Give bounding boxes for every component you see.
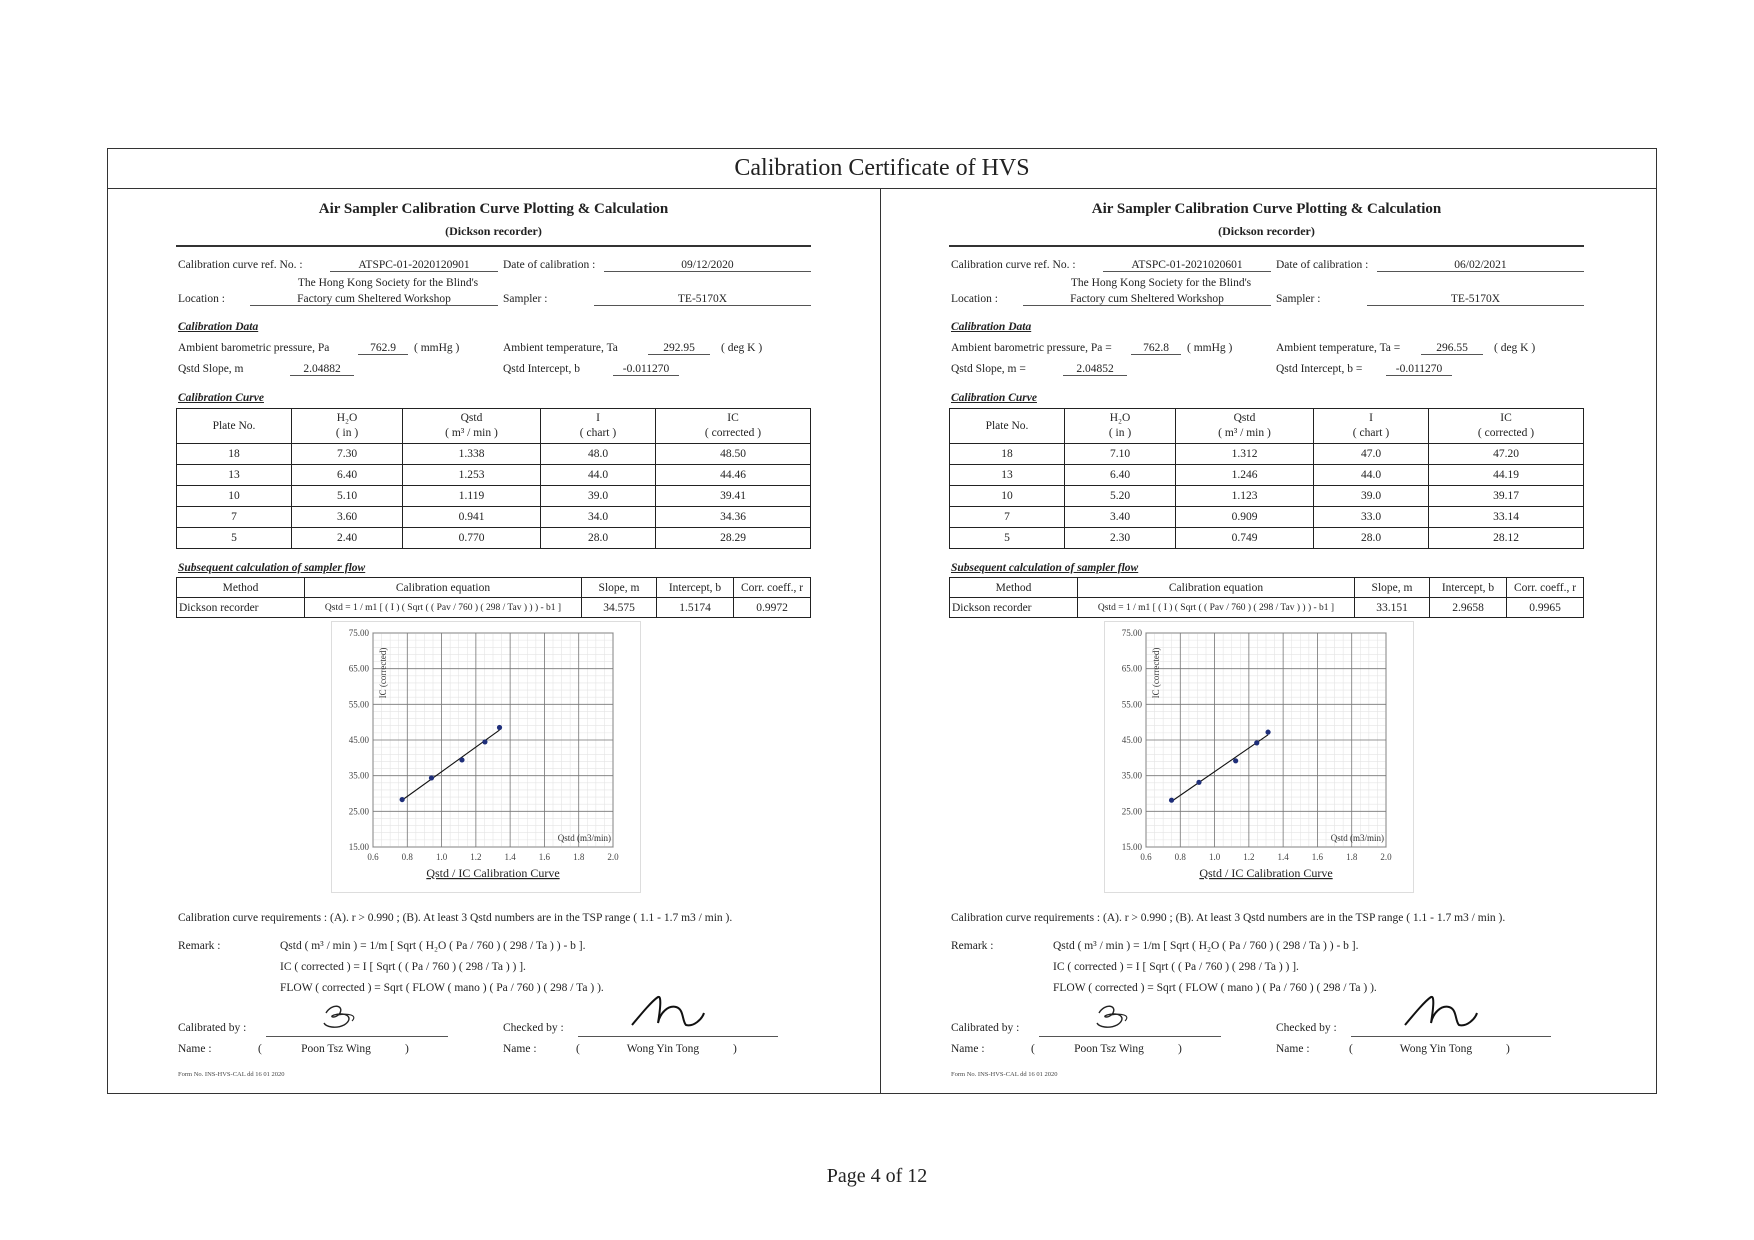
chart-caption: Qstd / IC Calibration Curve <box>1199 866 1333 880</box>
pa-value: 762.8 <box>1131 342 1181 355</box>
x-tick-label: 1.0 <box>435 852 448 862</box>
i-cell: 34.0 <box>541 507 656 528</box>
qstd-cell: 0.941 <box>403 507 541 528</box>
y-tick-label: 75.00 <box>348 628 369 638</box>
ref-label: Calibration curve ref. No. : <box>178 259 303 271</box>
col-i-unit: ( chart ) <box>579 427 617 439</box>
qstd-cell: 0.909 <box>1176 507 1314 528</box>
pa-value: 762.9 <box>358 342 408 355</box>
requirements-text: Calibration curve requirements : (A). r > 0.990 ; (B). At least 3 Qstd numbers are in the TSP range ( 1.1 - 1.7 m3 / min ). <box>178 912 733 924</box>
table-header-row <box>177 578 811 598</box>
qstd-cell: 1.123 <box>1176 486 1314 507</box>
data-point <box>429 775 434 780</box>
ta-unit: ( deg K ) <box>721 342 763 354</box>
y-tick-label: 15.00 <box>348 842 369 852</box>
x-tick-label: 1.2 <box>470 852 482 862</box>
ic-cell: 28.12 <box>1429 528 1584 549</box>
calibration-curve-heading: Calibration Curve <box>951 392 1037 404</box>
y-tick-label: 75.00 <box>1121 628 1142 638</box>
calibrated-by-line <box>1039 1036 1221 1037</box>
table-row <box>950 598 1584 618</box>
paren-close: ) <box>733 1043 737 1055</box>
y-tick-label: 45.00 <box>348 735 369 745</box>
plate-no-cell: 10 <box>177 486 292 507</box>
y-tick-label: 35.00 <box>348 770 369 781</box>
ref-value: ATSPC-01-2021020601 <box>1103 259 1271 272</box>
col-method: Method <box>950 578 1078 598</box>
y-tick-label: 25.00 <box>1121 806 1142 817</box>
qstd-cell: 0.770 <box>403 528 541 549</box>
ref-label: Calibration curve ref. No. : <box>951 259 1076 271</box>
h2o-cell: 5.20 <box>1065 486 1176 507</box>
i-cell: 39.0 <box>541 486 656 507</box>
table-row <box>177 598 811 618</box>
date-value: 06/02/2021 <box>1377 259 1584 272</box>
col-ic <box>1429 409 1584 444</box>
sampler-value: TE-5170X <box>594 293 811 306</box>
requirements-text: Calibration curve requirements : (A). r > 0.990 ; (B). At least 3 Qstd numbers are in the TSP range ( 1.1 - 1.7 m3 / min ). <box>951 912 1506 924</box>
x-axis-title: Qstd (m3/min) <box>1330 833 1384 843</box>
x-tick-label: 1.6 <box>538 852 551 862</box>
calibrator-signature <box>318 1001 368 1031</box>
calibration-curve-table <box>949 408 1584 549</box>
y-tick-label: 35.00 <box>1121 770 1142 781</box>
table-row <box>950 486 1584 507</box>
col-ic-label: IC <box>727 412 739 424</box>
col-ic-unit: ( corrected ) <box>1477 427 1535 439</box>
col-i <box>1314 409 1429 444</box>
calibrated-name-label: Name : <box>178 1043 212 1055</box>
slope-value: 2.04882 <box>290 363 354 376</box>
calibrator-signature <box>1091 1001 1141 1031</box>
plate-no-cell: 7 <box>950 507 1065 528</box>
data-point <box>1196 780 1201 785</box>
slope-cell: 34.575 <box>582 598 657 618</box>
calibrated-by-label: Calibrated by : <box>951 1022 1020 1034</box>
checked-by-line <box>578 1036 778 1037</box>
h2o-cell: 2.30 <box>1065 528 1176 549</box>
ic-cell: 33.14 <box>1429 507 1584 528</box>
paren-open: ( <box>258 1043 262 1055</box>
header-rule <box>949 245 1584 247</box>
ic-cell: 39.17 <box>1429 486 1584 507</box>
x-tick-label: 0.8 <box>401 852 413 862</box>
i-cell: 47.0 <box>1314 444 1429 465</box>
equation-cell: Qstd = 1 / m1 [ ( I ) ( Sqrt ( ( Pav / 760 ) ( 298 / Tav ) ) ) - b1 ] <box>1078 598 1355 618</box>
col-i-label: I <box>596 412 600 424</box>
certificate-frame <box>107 148 1657 1094</box>
pa-unit: ( mmHg ) <box>414 342 460 354</box>
ref-value: ATSPC-01-2020120901 <box>330 259 498 272</box>
sampler-flow-table <box>176 577 811 618</box>
location-label: Location : <box>951 293 998 305</box>
method-cell: Dickson recorder <box>950 598 1078 618</box>
calibrated-name: Poon Tsz Wing <box>301 1043 371 1055</box>
equation-cell: Qstd = 1 / m1 [ ( I ) ( Sqrt ( ( Pav / 760 ) ( 298 / Tav ) ) ) - b1 ] <box>305 598 582 618</box>
data-point <box>459 757 464 762</box>
table-row <box>177 465 811 486</box>
col-qstd-unit: ( m³ / min ) <box>1218 427 1271 439</box>
x-tick-label: 0.8 <box>1174 852 1186 862</box>
paren-close: ) <box>1178 1043 1182 1055</box>
checked-by-label: Checked by : <box>503 1022 564 1034</box>
x-tick-label: 2.0 <box>607 852 619 862</box>
method-cell: Dickson recorder <box>177 598 305 618</box>
i-cell: 39.0 <box>1314 486 1429 507</box>
intercept-cell: 1.5174 <box>657 598 734 618</box>
ta-value: 296.55 <box>1421 342 1483 355</box>
date-label: Date of calibration : <box>503 259 596 271</box>
qstd-cell: 1.338 <box>403 444 541 465</box>
y-tick-label: 55.00 <box>348 699 369 710</box>
calibrated-name: Poon Tsz Wing <box>1074 1043 1144 1055</box>
calibration-chart <box>1104 621 1414 893</box>
remark-line-1: Qstd ( m³ / min ) = 1/m [ Sqrt ( H₂O ( Pa / 760 ) ( 298 / Ta ) ) - b ]. <box>280 940 586 952</box>
i-cell: 33.0 <box>1314 507 1429 528</box>
paren-close: ) <box>405 1043 409 1055</box>
remark-line-2: IC ( corrected ) = I [ Sqrt ( ( Pa / 760 ) ( 298 / Ta ) ) ]. <box>1053 961 1299 973</box>
table-header-row <box>177 409 811 444</box>
x-tick-label: 0.6 <box>1140 852 1152 862</box>
calibration-data-heading: Calibration Data <box>951 321 1032 333</box>
checked-name: Wong Yin Tong <box>626 1043 700 1055</box>
col-i-unit: ( chart ) <box>1352 427 1390 439</box>
sampler-label: Sampler : <box>1276 293 1321 305</box>
plate-no-cell: 18 <box>950 444 1065 465</box>
table-row <box>950 528 1584 549</box>
col-qstd-label: Qstd <box>1233 412 1256 424</box>
x-axis-title: Qstd (m3/min) <box>557 833 611 843</box>
subsequent-calc-heading: Subsequent calculation of sampler flow <box>951 562 1139 574</box>
remark-label: Remark : <box>951 940 994 952</box>
paren-open: ( <box>576 1043 580 1055</box>
h2o-cell: 2.40 <box>292 528 403 549</box>
h2o-cell: 6.40 <box>1065 465 1176 486</box>
y-tick-label: 15.00 <box>1121 842 1142 852</box>
col-h2o-unit: ( in ) <box>1108 427 1132 439</box>
intercept-cell: 2.9658 <box>1430 598 1507 618</box>
plate-no-cell: 13 <box>177 465 292 486</box>
ic-cell: 28.29 <box>656 528 811 549</box>
certificate-title: Calibration Certificate of HVS <box>108 149 1656 189</box>
calibration-panel-left <box>108 189 879 1093</box>
ic-cell: 44.19 <box>1429 465 1584 486</box>
plate-no-cell: 7 <box>177 507 292 528</box>
slope-label: Qstd Slope, m <box>178 363 244 375</box>
i-cell: 48.0 <box>541 444 656 465</box>
paren-open: ( <box>1031 1043 1035 1055</box>
y-tick-label: 65.00 <box>1121 663 1142 674</box>
slope-cell: 33.151 <box>1355 598 1430 618</box>
intercept-label: Qstd Intercept, b <box>503 363 580 375</box>
h2o-cell: 3.40 <box>1065 507 1176 528</box>
remark-line-3: FLOW ( corrected ) = Sqrt ( FLOW ( mano ) ( Pa / 760 ) ( 298 / Ta ) ). <box>1053 982 1377 994</box>
ta-label: Ambient temperature, Ta = <box>1276 342 1401 354</box>
col-plate-no: Plate No. <box>950 409 1065 444</box>
col-qstd-unit: ( m³ / min ) <box>445 427 498 439</box>
location-line2: Factory cum Sheltered Workshop <box>250 293 498 306</box>
col-qstd-label: Qstd <box>460 412 483 424</box>
table-row <box>177 507 811 528</box>
col-ic-unit: ( corrected ) <box>704 427 762 439</box>
panel-subtitle: (Dickson recorder) <box>445 224 542 238</box>
col-h2o-label: H₂O <box>336 412 358 424</box>
ic-cell: 44.46 <box>656 465 811 486</box>
col-equation: Calibration equation <box>1078 578 1355 598</box>
data-point <box>1233 758 1238 763</box>
pa-label: Ambient barometric pressure, Pa <box>178 342 330 354</box>
calibrated-by-label: Calibrated by : <box>178 1022 247 1034</box>
data-point <box>400 797 405 802</box>
col-corr: Corr. coeff., r <box>1507 578 1584 598</box>
calibration-curve-table <box>176 408 811 549</box>
ta-label: Ambient temperature, Ta <box>503 342 618 354</box>
x-tick-label: 1.0 <box>1208 852 1221 862</box>
calibration-panel-right <box>881 189 1652 1093</box>
data-point <box>1254 740 1259 745</box>
col-i <box>541 409 656 444</box>
paren-open: ( <box>1349 1043 1353 1055</box>
checked-by-line <box>1351 1036 1551 1037</box>
qstd-cell: 1.253 <box>403 465 541 486</box>
remark-label: Remark : <box>178 940 221 952</box>
col-h2o-label: H₂O <box>1109 412 1131 424</box>
calibration-chart <box>331 621 641 893</box>
h2o-cell: 3.60 <box>292 507 403 528</box>
location-line1: The Hong Kong Society for the Blind's <box>1070 277 1252 289</box>
col-intercept: Intercept, b <box>1430 578 1507 598</box>
col-qstd <box>1176 409 1314 444</box>
date-label: Date of calibration : <box>1276 259 1369 271</box>
y-tick-label: 25.00 <box>348 806 369 817</box>
qstd-cell: 1.246 <box>1176 465 1314 486</box>
chart-caption: Qstd / IC Calibration Curve <box>426 866 560 880</box>
intercept-value: -0.011270 <box>1386 363 1452 376</box>
col-h2o <box>1065 409 1176 444</box>
header-rule <box>176 245 811 247</box>
panel-title: Air Sampler Calibration Curve Plotting & Calculation <box>318 201 669 217</box>
col-h2o <box>292 409 403 444</box>
page-number: Page 4 of 12 <box>826 1165 928 1187</box>
i-cell: 28.0 <box>1314 528 1429 549</box>
ta-unit: ( deg K ) <box>1494 342 1536 354</box>
data-point <box>1169 798 1174 803</box>
table-row <box>950 507 1584 528</box>
location-label: Location : <box>178 293 225 305</box>
col-i-label: I <box>1369 412 1373 424</box>
location-line2: Factory cum Sheltered Workshop <box>1023 293 1271 306</box>
ic-cell: 47.20 <box>1429 444 1584 465</box>
col-qstd <box>403 409 541 444</box>
checker-signature <box>1401 991 1481 1033</box>
location-line1: The Hong Kong Society for the Blind's <box>297 277 479 289</box>
calibrated-name-label: Name : <box>951 1043 985 1055</box>
calibration-data-heading: Calibration Data <box>178 321 259 333</box>
plate-no-cell: 5 <box>177 528 292 549</box>
corr-cell: 0.9965 <box>1507 598 1584 618</box>
y-tick-label: 45.00 <box>1121 735 1142 745</box>
checked-name-label: Name : <box>1276 1043 1310 1055</box>
table-row <box>950 444 1584 465</box>
x-tick-label: 1.8 <box>1346 852 1358 862</box>
qstd-cell: 1.312 <box>1176 444 1314 465</box>
ta-value: 292.95 <box>648 342 710 355</box>
y-axis-title: IC (corrected) <box>378 647 388 699</box>
slope-label: Qstd Slope, m = <box>951 363 1026 375</box>
data-point <box>497 725 502 730</box>
ic-cell: 48.50 <box>656 444 811 465</box>
checked-name-label: Name : <box>503 1043 537 1055</box>
plate-no-cell: 18 <box>177 444 292 465</box>
plate-no-cell: 13 <box>950 465 1065 486</box>
y-axis-title: IC (corrected) <box>1151 647 1161 699</box>
paren-close: ) <box>1506 1043 1510 1055</box>
col-slope: Slope, m <box>582 578 657 598</box>
data-point <box>1265 730 1270 735</box>
sampler-value: TE-5170X <box>1367 293 1584 306</box>
corr-cell: 0.9972 <box>734 598 811 618</box>
form-number: Form No. INS-HVS-CAL dd 16 01 2020 <box>951 1071 1058 1078</box>
col-ic-label: IC <box>1500 412 1512 424</box>
col-slope: Slope, m <box>1355 578 1430 598</box>
checker-signature <box>628 991 708 1033</box>
panel-title: Air Sampler Calibration Curve Plotting & Calculation <box>1091 201 1442 217</box>
x-tick-label: 1.8 <box>573 852 585 862</box>
checked-name: Wong Yin Tong <box>1399 1043 1473 1055</box>
h2o-cell: 5.10 <box>292 486 403 507</box>
pa-label: Ambient barometric pressure, Pa = <box>951 342 1112 354</box>
i-cell: 44.0 <box>541 465 656 486</box>
form-number: Form No. INS-HVS-CAL dd 16 01 2020 <box>178 1071 285 1078</box>
plate-no-cell: 5 <box>950 528 1065 549</box>
remark-line-1: Qstd ( m³ / min ) = 1/m [ Sqrt ( H₂O ( Pa / 760 ) ( 298 / Ta ) ) - b ]. <box>1053 940 1359 952</box>
table-header-row <box>950 578 1584 598</box>
table-row <box>177 528 811 549</box>
col-plate-no: Plate No. <box>177 409 292 444</box>
calibration-chart-svg <box>1104 621 1414 893</box>
table-row <box>950 465 1584 486</box>
i-cell: 28.0 <box>541 528 656 549</box>
x-tick-label: 2.0 <box>1380 852 1392 862</box>
col-corr: Corr. coeff., r <box>734 578 811 598</box>
x-tick-label: 1.6 <box>1311 852 1324 862</box>
h2o-cell: 7.30 <box>292 444 403 465</box>
pa-unit: ( mmHg ) <box>1187 342 1233 354</box>
calibrated-by-line <box>266 1036 448 1037</box>
calibration-chart-svg <box>331 621 641 893</box>
qstd-cell: 0.749 <box>1176 528 1314 549</box>
col-equation: Calibration equation <box>305 578 582 598</box>
col-ic <box>656 409 811 444</box>
sampler-flow-table <box>949 577 1584 618</box>
panel-subtitle: (Dickson recorder) <box>1218 224 1315 238</box>
checked-by-label: Checked by : <box>1276 1022 1337 1034</box>
intercept-value: -0.011270 <box>613 363 679 376</box>
subsequent-calc-heading: Subsequent calculation of sampler flow <box>178 562 366 574</box>
plate-no-cell: 10 <box>950 486 1065 507</box>
table-row <box>177 486 811 507</box>
table-header-row <box>950 409 1584 444</box>
i-cell: 44.0 <box>1314 465 1429 486</box>
x-tick-label: 1.2 <box>1243 852 1255 862</box>
x-tick-label: 1.4 <box>1277 852 1289 862</box>
y-tick-label: 65.00 <box>348 663 369 674</box>
ic-cell: 39.41 <box>656 486 811 507</box>
sampler-label: Sampler : <box>503 293 548 305</box>
table-row <box>177 444 811 465</box>
calibration-curve-heading: Calibration Curve <box>178 392 264 404</box>
col-intercept: Intercept, b <box>657 578 734 598</box>
x-tick-label: 1.4 <box>504 852 516 862</box>
remark-line-2: IC ( corrected ) = I [ Sqrt ( ( Pa / 760 ) ( 298 / Ta ) ) ]. <box>280 961 526 973</box>
date-value: 09/12/2020 <box>604 259 811 272</box>
slope-value: 2.04852 <box>1063 363 1127 376</box>
ic-cell: 34.36 <box>656 507 811 528</box>
h2o-cell: 6.40 <box>292 465 403 486</box>
y-tick-label: 55.00 <box>1121 699 1142 710</box>
x-tick-label: 0.6 <box>367 852 379 862</box>
h2o-cell: 7.10 <box>1065 444 1176 465</box>
intercept-label: Qstd Intercept, b = <box>1276 363 1363 375</box>
remark-line-3: FLOW ( corrected ) = Sqrt ( FLOW ( mano ) ( Pa / 760 ) ( 298 / Ta ) ). <box>280 982 604 994</box>
qstd-cell: 1.119 <box>403 486 541 507</box>
col-method: Method <box>177 578 305 598</box>
col-h2o-unit: ( in ) <box>335 427 359 439</box>
data-point <box>482 739 487 744</box>
